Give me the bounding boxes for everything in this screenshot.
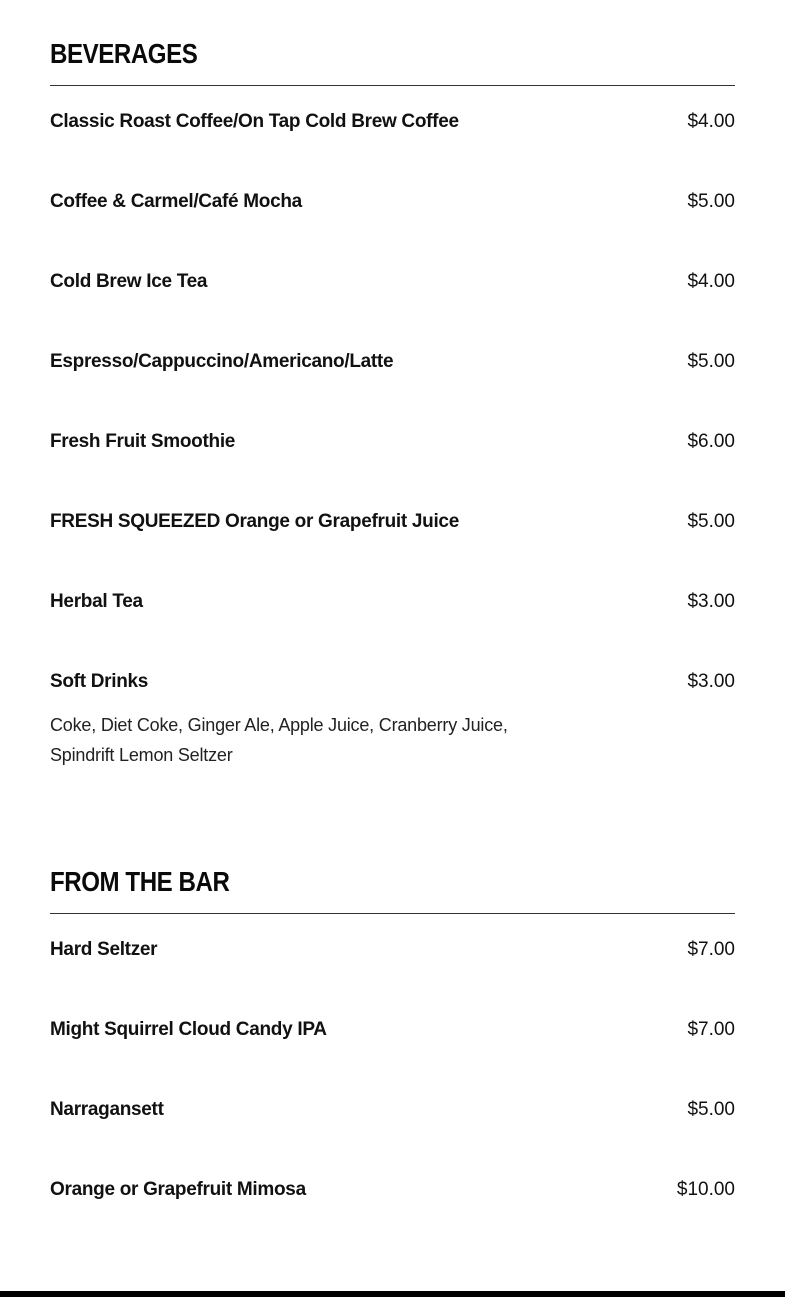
menu-item (50, 646, 735, 786)
section-title: BEVERAGES (50, 38, 198, 69)
item-price: $6.00 (687, 431, 735, 452)
item-price: $5.00 (687, 191, 735, 212)
item-price: $5.00 (687, 511, 735, 532)
menu-item (50, 486, 735, 566)
item-name: Espresso/Cappuccino/Americano/Latte (50, 351, 394, 372)
menu-item (50, 1154, 735, 1234)
item-name: Narragansett (50, 1099, 164, 1120)
item-name: Soft Drinks (50, 671, 149, 692)
item-price: $3.00 (687, 671, 735, 692)
item-name: Fresh Fruit Smoothie (50, 431, 236, 452)
menu-item (50, 994, 735, 1074)
item-price: $7.00 (687, 939, 735, 960)
menu-item (50, 914, 735, 994)
menu-item (50, 326, 735, 406)
item-name: Hard Seltzer (50, 939, 158, 960)
item-price: $4.00 (687, 111, 735, 132)
menu-item (50, 86, 735, 166)
section-title: FROM THE BAR (50, 866, 230, 897)
item-price: $10.00 (676, 1179, 735, 1200)
menu-item (50, 166, 735, 246)
item-price: $7.00 (687, 1019, 735, 1040)
item-name: Coffee & Carmel/Café Mocha (50, 191, 302, 212)
item-price: $5.00 (687, 1099, 735, 1120)
menu-item (50, 566, 735, 646)
menu-item (50, 246, 735, 326)
item-name: Might Squirrel Cloud Candy IPA (50, 1019, 327, 1040)
item-description: Coke, Diet Coke, Ginger Ale, Apple Juice, Cranberry Juice, Spindrift Lemon Seltzer (50, 715, 508, 765)
item-price: $3.00 (687, 591, 735, 612)
item-price: $5.00 (687, 351, 735, 372)
item-price: $4.00 (687, 271, 735, 292)
item-name: Cold Brew Ice Tea (50, 271, 208, 292)
item-name: FRESH SQUEEZED Orange or Grapefruit Juice (50, 511, 459, 532)
menu-item (50, 1074, 735, 1154)
menu-section-from-the-bar (50, 864, 735, 1234)
item-name: Orange or Grapefruit Mimosa (50, 1179, 306, 1200)
item-name: Classic Roast Coffee/On Tap Cold Brew Coffee (50, 111, 459, 132)
menu-section-beverages (50, 36, 735, 786)
item-name: Herbal Tea (50, 591, 143, 612)
menu-item (50, 406, 735, 486)
footer-bar (0, 1291, 785, 1297)
